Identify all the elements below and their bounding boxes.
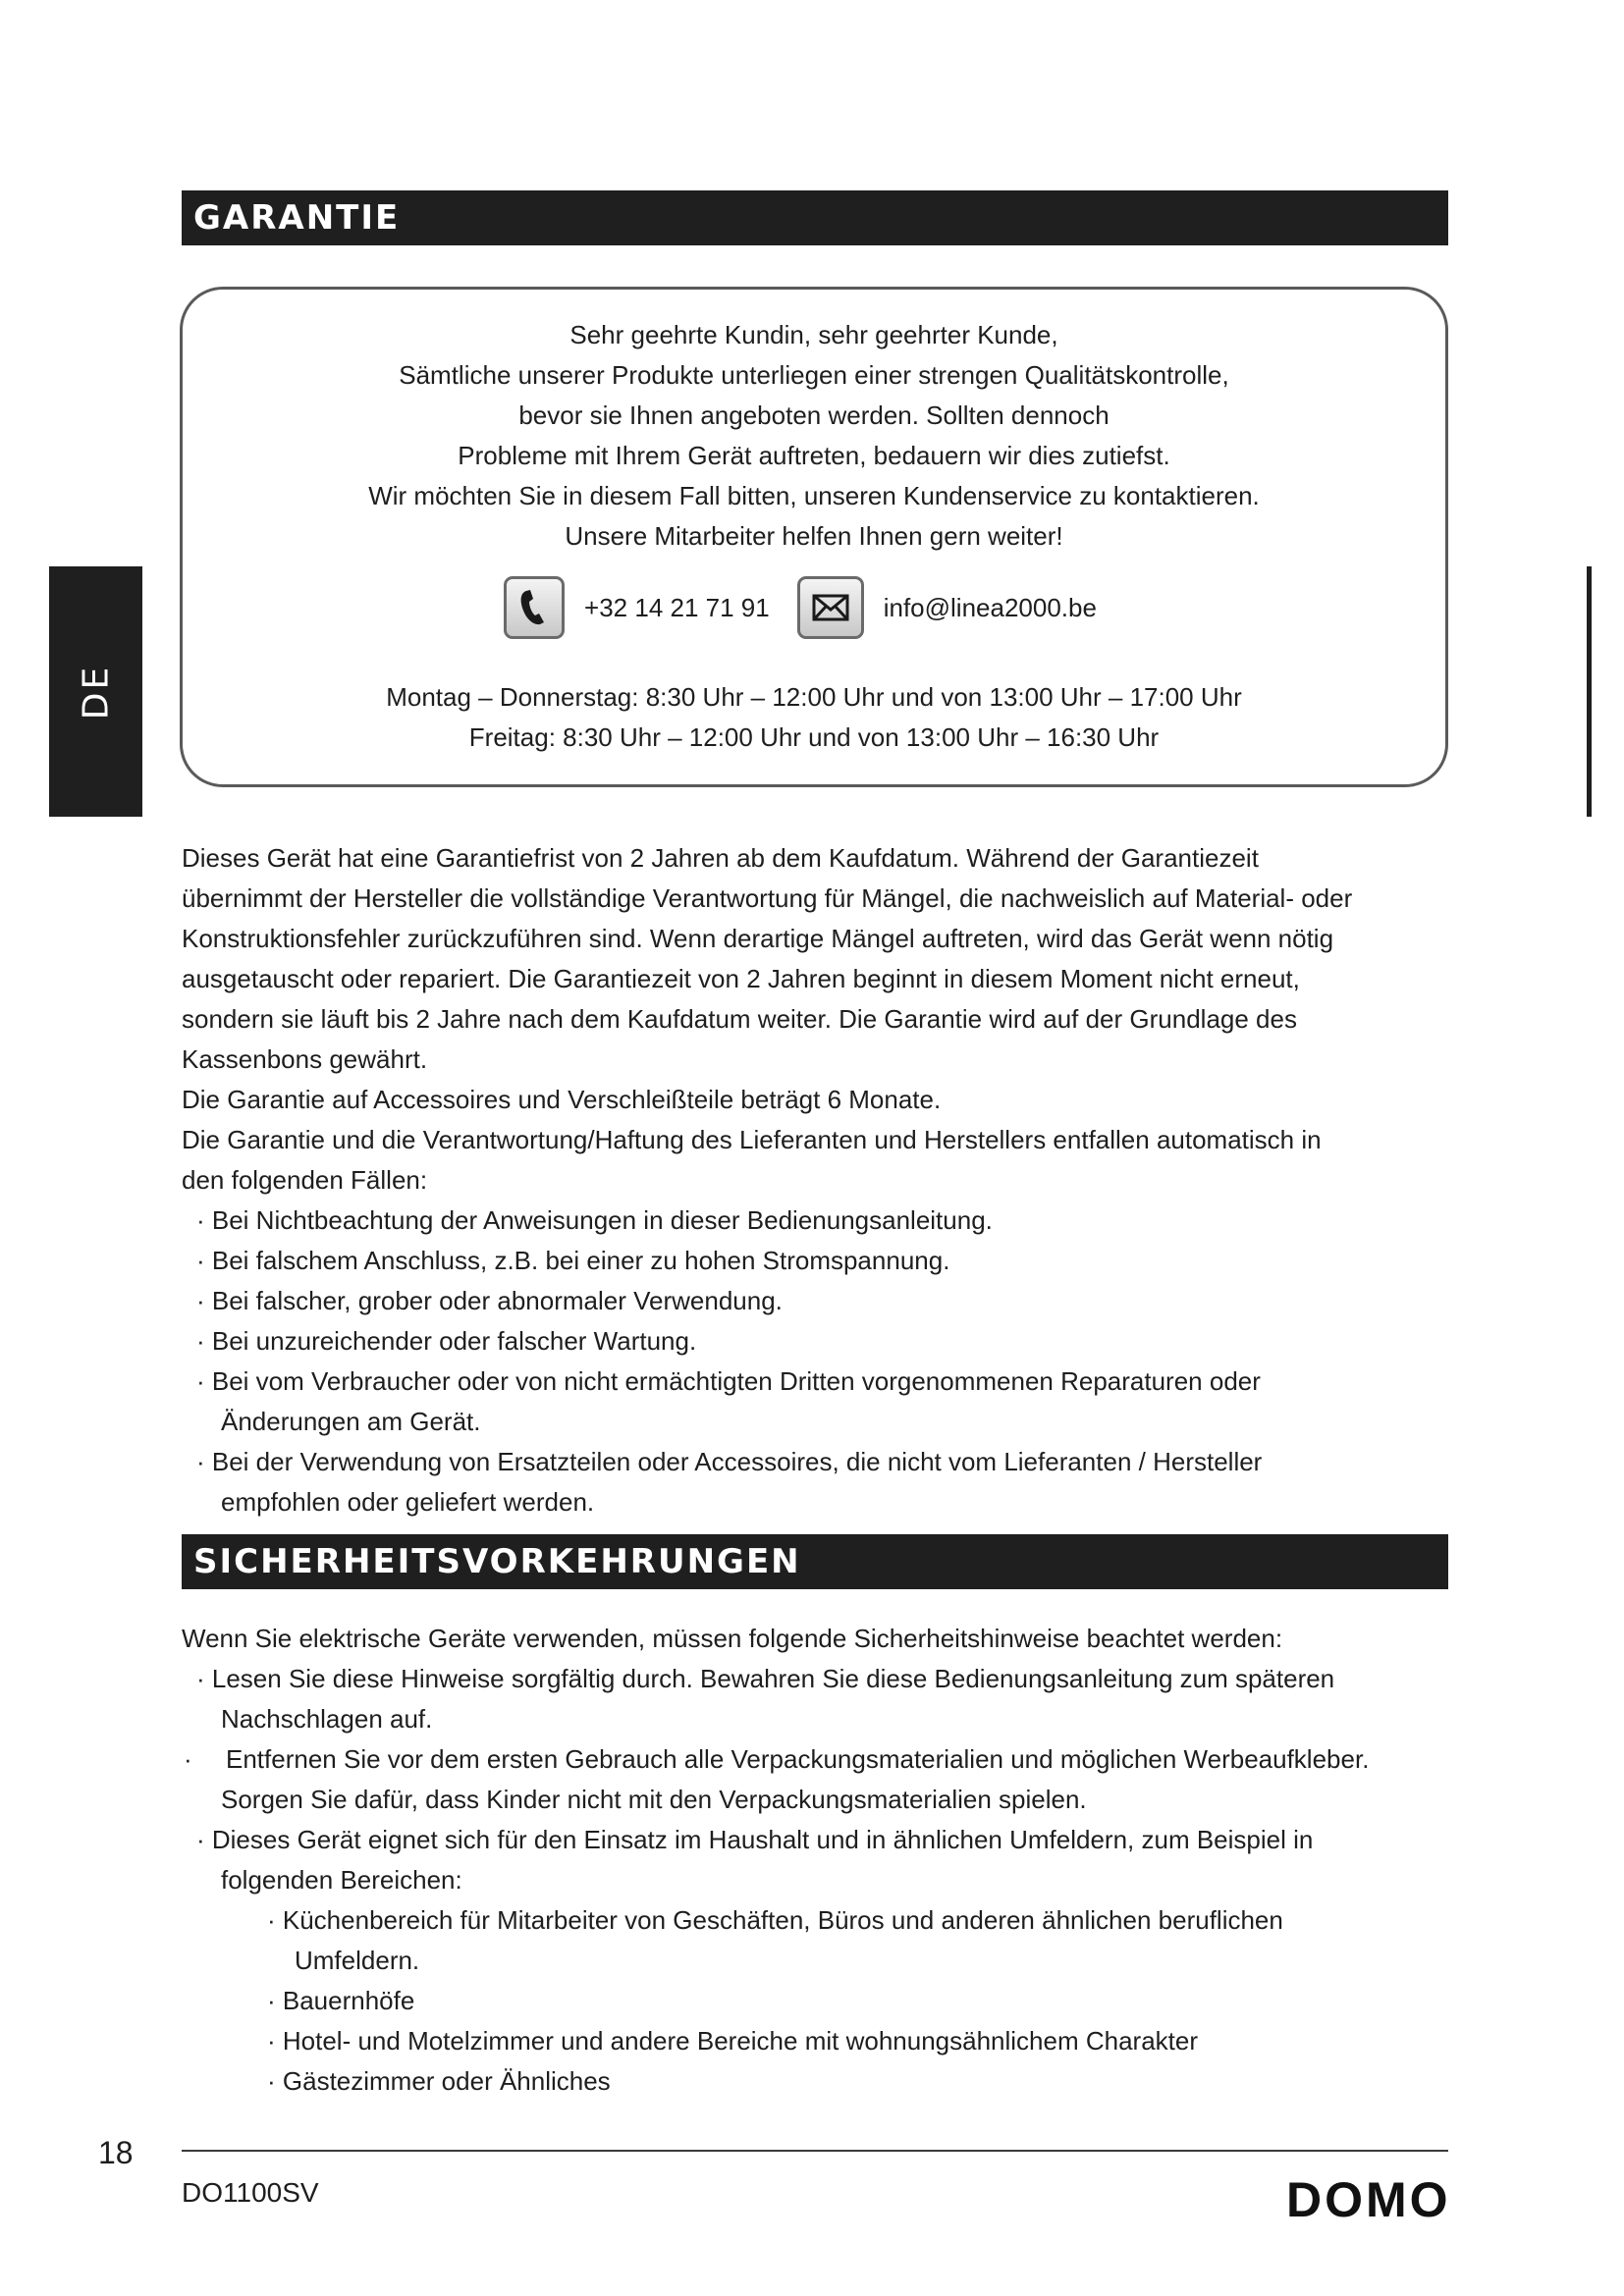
safety-sub-bullet: · Gästezimmer oder Ähnliches xyxy=(267,2066,611,2096)
intro-line: bevor sie Ihnen angeboten werden. Sollten dennoch xyxy=(518,400,1110,430)
brand-logo: DOMO xyxy=(1286,2172,1451,2227)
safety-sub-bullet: · Hotel- und Motelzimmer und andere Bereiche mit wohnungsähnlichem Charakter xyxy=(267,2026,1199,2056)
warranty-line: Kassenbons gewährt. xyxy=(182,1044,428,1074)
intro-line: Sämtliche unserer Produkte unterliegen einer strengen Qualitätskontrolle, xyxy=(399,360,1229,390)
language-tab-label: DE xyxy=(76,664,116,720)
safety-line: Wenn Sie elektrische Geräte verwenden, müssen folgende Sicherheitshinweise beachtet werden: xyxy=(182,1624,1283,1653)
intro-line: Sehr geehrte Kundin, sehr geehrter Kunde, xyxy=(569,320,1058,349)
section-title-garantie: GARANTIE xyxy=(182,190,1448,245)
warranty-bullet: · Bei unzureichender oder falscher Wartung. xyxy=(196,1326,697,1356)
safety-bullet-continuation: Sorgen Sie dafür, dass Kinder nicht mit den Verpackungsmaterialien spielen. xyxy=(221,1785,1087,1814)
phone-number[interactable]: +32 14 21 71 91 xyxy=(584,592,770,622)
right-edge-marker xyxy=(1587,566,1592,817)
warranty-bullet: · Bei der Verwendung von Ersatzteilen oder Accessoires, die nicht vom Lieferanten / Hersteller xyxy=(196,1447,1263,1476)
warranty-line: Konstruktionsfehler zurückzuführen sind. Wenn derartige Mängel auftreten, wird das Gerät wenn nötig xyxy=(182,924,1334,953)
warranty-bullet-continuation: Änderungen am Gerät. xyxy=(221,1407,481,1436)
hours-line: Freitag: 8:30 Uhr – 12:00 Uhr und von 13:00 Uhr – 16:30 Uhr xyxy=(468,722,1160,752)
warranty-line: ausgetauscht oder repariert. Die Garantiezeit von 2 Jahren beginnt in diesem Moment nicht erneut, xyxy=(182,964,1300,993)
warranty-line: übernimmt der Hersteller die vollständige Verantwortung für Mängel, die nachweislich auf Material- oder xyxy=(182,883,1353,913)
contact-row xyxy=(183,576,1445,639)
page-number: 18 xyxy=(98,2135,134,2170)
warranty-bullet-continuation: empfohlen oder geliefert werden. xyxy=(221,1487,595,1517)
language-tab xyxy=(49,566,142,817)
warranty-bullet: · Bei falscher, grober oder abnormaler Verwendung. xyxy=(196,1286,783,1315)
hours-line: Montag – Donnerstag: 8:30 Uhr – 12:00 Uhr und von 13:00 Uhr – 17:00 Uhr xyxy=(386,682,1242,712)
safety-bullet-marker: · xyxy=(184,1744,192,1774)
warranty-line: sondern sie läuft bis 2 Jahre nach dem Kaufdatum weiter. Die Garantie wird auf der Grundlage des xyxy=(182,1004,1297,1034)
warranty-bullet: · Bei Nichtbeachtung der Anweisungen in dieser Bedienungsanleitung. xyxy=(196,1205,993,1235)
warranty-bullet: · Bei falschem Anschluss, z.B. bei einer zu hohen Stromspannung. xyxy=(196,1246,950,1275)
intro-line: Probleme mit Ihrem Gerät auftreten, bedauern wir dies zutiefst. xyxy=(458,441,1170,470)
section-title-safety: SICHERHEITSVORKEHRUNGEN xyxy=(182,1534,1448,1589)
safety-bullet-continuation: Nachschlagen auf. xyxy=(221,1704,433,1734)
warranty-line: den folgenden Fällen: xyxy=(182,1165,428,1195)
safety-bullet-continuation: folgenden Bereichen: xyxy=(221,1865,462,1895)
warranty-bullet: · Bei vom Verbraucher oder von nicht ermächtigten Dritten vorgenommenen Reparaturen oder xyxy=(196,1366,1261,1396)
warranty-line: Die Garantie auf Accessoires und Verschleißteile beträgt 6 Monate. xyxy=(182,1085,942,1114)
phone-icon xyxy=(504,576,565,639)
safety-bullet: · Lesen Sie diese Hinweise sorgfältig durch. Bewahren Sie diese Bedienungsanleitung zum späteren xyxy=(196,1664,1335,1693)
footer-divider xyxy=(182,2150,1448,2152)
safety-bullet: · Dieses Gerät eignet sich für den Einsatz im Haushalt und in ähnlichen Umfeldern, zum Beispiel in xyxy=(196,1825,1314,1854)
safety-bullet: Entfernen Sie vor dem ersten Gebrauch alle Verpackungsmaterialien und möglichen Werbeaufkleber. xyxy=(226,1744,1370,1774)
model-number: DO1100SV xyxy=(182,2177,319,2208)
safety-sub-bullet: · Küchenbereich für Mitarbeiter von Geschäften, Büros und anderen ähnlichen beruflichen xyxy=(267,1905,1283,1935)
intro-line: Unsere Mitarbeiter helfen Ihnen gern weiter! xyxy=(565,521,1063,551)
safety-sub-bullet-continuation: Umfeldern. xyxy=(295,1946,420,1975)
envelope-icon xyxy=(797,576,864,639)
safety-sub-bullet: · Bauernhöfe xyxy=(267,1986,415,2015)
contact-box xyxy=(180,287,1448,787)
warranty-line: Die Garantie und die Verantwortung/Haftung des Lieferanten und Herstellers entfallen automatisch in xyxy=(182,1125,1322,1154)
warranty-line: Dieses Gerät hat eine Garantiefrist von 2 Jahren ab dem Kaufdatum. Während der Garantiezeit xyxy=(182,843,1259,873)
intro-line: Wir möchten Sie in diesem Fall bitten, unseren Kundenservice zu kontaktieren. xyxy=(368,481,1260,510)
email-address[interactable]: info@linea2000.be xyxy=(883,592,1097,622)
